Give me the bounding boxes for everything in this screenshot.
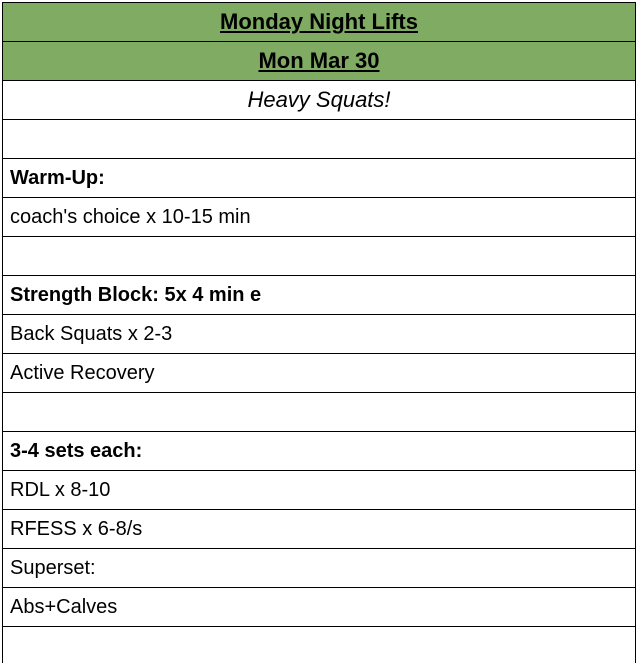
empty-cell[interactable] bbox=[2, 120, 636, 159]
workout-sheet bbox=[2, 2, 636, 663]
workout-cell[interactable]: Strength Block: 5x 4 min e bbox=[2, 276, 636, 315]
workout-cell[interactable]: Warm-Up: bbox=[2, 159, 636, 198]
empty-cell[interactable] bbox=[2, 237, 636, 276]
workout-cell[interactable]: 3-4 sets each: bbox=[2, 432, 636, 471]
workout-cell[interactable]: RDL x 8-10 bbox=[2, 471, 636, 510]
workout-subtitle-cell[interactable]: Heavy Squats! bbox=[2, 81, 636, 120]
sheet-date-cell[interactable]: Mon Mar 30 bbox=[2, 42, 636, 81]
workout-cell[interactable]: RFESS x 6-8/s bbox=[2, 510, 636, 549]
workout-rows bbox=[2, 120, 636, 663]
workout-cell[interactable]: Superset: bbox=[2, 549, 636, 588]
empty-cell[interactable] bbox=[2, 393, 636, 432]
workout-cell[interactable]: coach's choice x 10-15 min bbox=[2, 198, 636, 237]
workout-cell[interactable]: Back Squats x 2-3 bbox=[2, 315, 636, 354]
empty-cell[interactable] bbox=[2, 627, 636, 663]
workout-cell[interactable]: Active Recovery bbox=[2, 354, 636, 393]
workout-cell[interactable]: Abs+Calves bbox=[2, 588, 636, 627]
sheet-title-cell[interactable]: Monday Night Lifts bbox=[2, 3, 636, 42]
